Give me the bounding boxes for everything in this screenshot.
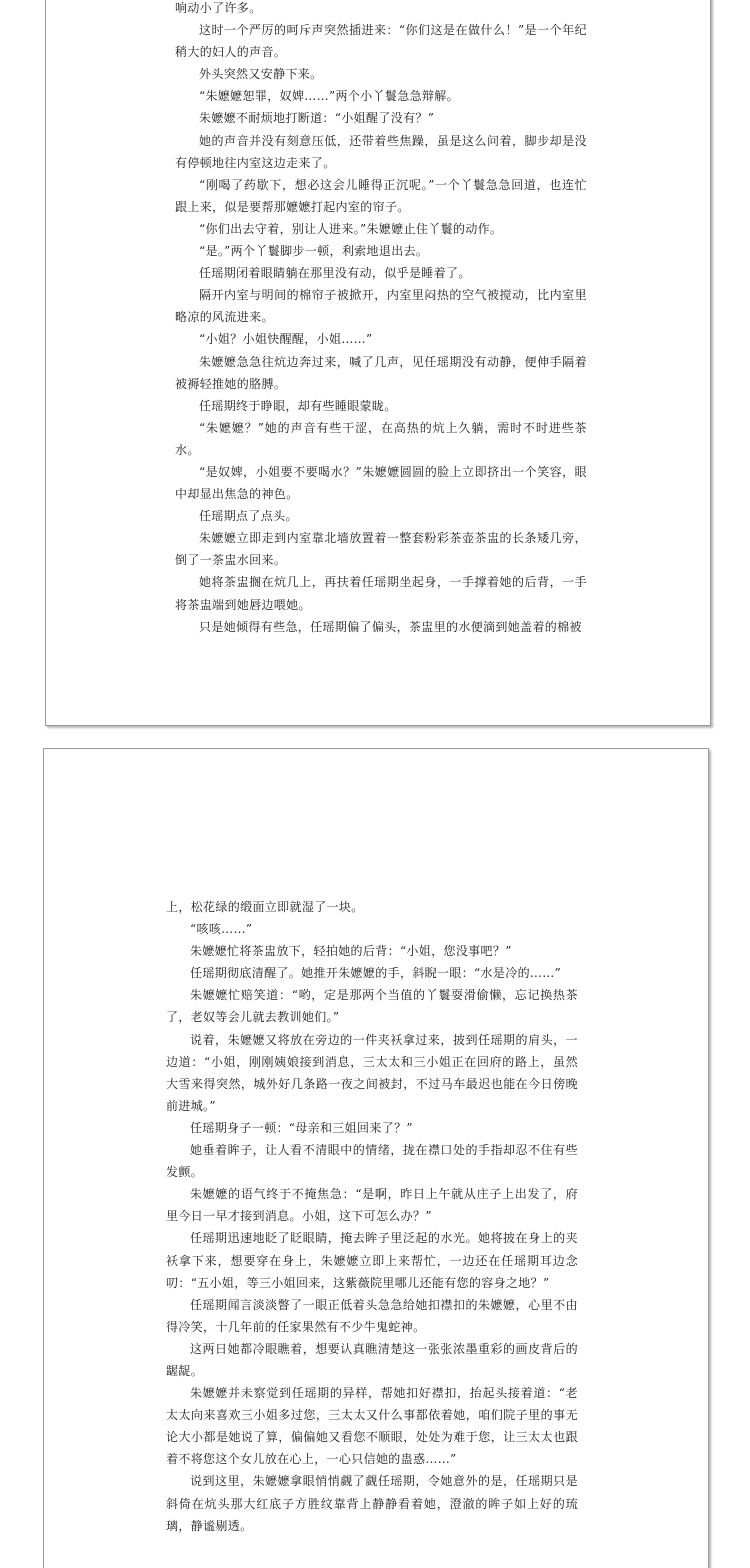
paragraph: 这两日她都冷眼瞧着，想要认真瞧清楚这一张张浓墨重彩的画皮背后的龌龊。: [166, 1341, 578, 1378]
paragraph: 朱嬷嬷不耐烦地打断道：“小姐醒了没有？”: [199, 111, 435, 126]
paragraph: “咳咳……”: [190, 922, 253, 937]
paragraph: 朱嬷嬷立即走到内室靠北墙放置着一整套粉彩茶壶茶盅的长条矮几旁，倒了一茶盅水回来。: [175, 531, 587, 568]
paragraph: 她将茶盅搁在炕几上，再扶着任瑶期坐起身，一手撑着她的后背，一手将茶盅端到她唇边喂她。: [175, 575, 587, 612]
paragraph: 响动小了许多。: [175, 1, 262, 15]
paragraph: 这时一个严厉的呵斥声突然插进来：“你们这是在做什么！”是一个年纪稍大的妇人的声音。: [175, 23, 587, 60]
paragraph: “小姐？小姐快醒醒，小姐……”: [199, 332, 373, 347]
paragraph: 任瑶期终于睁眼，却有些睡眼蒙眬。: [199, 398, 397, 413]
book-page-1: [45, 0, 711, 726]
paragraph: 任瑶期闭着眼睛躺在那里没有动，似乎是睡着了。: [199, 266, 471, 281]
paragraph: 隔开内室与明间的棉帘子被掀开，内室里闷热的空气被搅动，比内室里略凉的风流进来。: [175, 288, 587, 325]
paragraph: 说着，朱嬷嬷又将放在旁边的一件夹袄拿过来，披到任瑶期的肩头，一边道：“小姐，刚刚姨娘接到消息，三太太和三小姐正在回府的路上，虽然大雪来得突然，城外好几条路一夜之间被封，不过马车最迟也能在今日傍晚前进城。”: [166, 1032, 578, 1113]
paragraph: 她的声音并没有刻意压低，还带着些焦躁，虽是这么问着，脚步却是没有停顿地往内室这边走来了。: [175, 133, 587, 170]
paragraph: “是奴婢，小姐要不要喝水？”朱嬷嬷圆圆的脸上立即挤出一个笑容，眼中却显出焦急的神色。: [175, 464, 587, 502]
paragraph: “刚喝了药歇下，想必这会儿睡得正沉呢。”一个丫鬟急急回道，也连忙跟上来，似是要帮那嬷嬷打起内室的帘子。: [175, 177, 587, 214]
paragraph: 任瑶期闻言淡淡瞥了一眼正低着头急急给她扣襟扣的朱嬷嬷，心里不由得冷笑，十几年前的任家果然有不少牛鬼蛇神。: [166, 1297, 578, 1334]
paragraph: “你们出去守着，别让人进来。”朱嬷嬷止住丫鬟的动作。: [199, 221, 503, 236]
paragraph: 只是她倾得有些急，任瑶期偏了偏头，茶盅里的水便滴到她盖着的棉被: [199, 619, 582, 634]
paragraph: 她垂着眸子，让人看不清眼中的情绪，拢在襟口处的手指却忍不住有些发颤。: [166, 1143, 578, 1180]
paragraph: 任瑶期迅速地眨了眨眼睛，掩去眸子里泛起的水光。她将披在身上的夹袄拿下来，想要穿在身上，朱嬷嬷立即上来帮忙，一边还在任瑶期耳边念叨：“五小姐，等三小姐回来，这紫薇院里哪儿还能有您的容身之地？”: [166, 1231, 578, 1290]
page-2-text: [166, 896, 578, 1537]
book-page-2: [43, 748, 709, 1568]
paragraph: 朱嬷嬷忙将茶盅放下，轻拍她的后背：“小姐，您没事吧？”: [190, 944, 512, 959]
page-1-text: [175, 0, 587, 638]
paragraph: 任瑶期身子一顿：“母亲和三姐回来了？”: [190, 1120, 413, 1135]
paragraph: 外头突然又安静下来。: [199, 67, 323, 82]
paragraph: “朱嬷嬷？”她的声音有些干涩，在高热的炕上久躺，需时不时进些茶水。: [175, 420, 587, 457]
paragraph: 朱嬷嬷忙赔笑道：“哟，定是那两个当值的丫鬟耍滑偷懒，忘记换热茶了，老奴等会儿就去教训她们。”: [166, 988, 578, 1025]
paragraph: 朱嬷嬷并未察觉到任瑶期的异样，帮她扣好襟扣，抬起头接着道：“老太太向来喜欢三小姐多过您，三太太又什么事都依着她，咱们院子里的事无论大小都是她说了算，偏偏她又看您不顺眼，处处为难于您，让三太太也跟着不将您这个女儿放在心上，一心只信她的蛊惑……”: [166, 1386, 578, 1467]
paragraph: 任瑶期点了点头。: [199, 509, 298, 524]
paragraph: 任瑶期彻底清醒了。她推开朱嬷嬷的手，斜睨一眼：“水是冷的……”: [190, 966, 562, 981]
paragraph: 朱嬷嬷急急往炕边奔过来，喊了几声，见任瑶期没有动静，便伸手隔着被褥轻推她的胳膊。: [175, 354, 587, 391]
paragraph: “是。”两个丫鬟脚步一顿，利索地退出去。: [199, 244, 429, 259]
paragraph: “朱嬷嬷恕罪，奴婢……”两个小丫鬟急急辩解。: [199, 89, 459, 104]
paragraph: 上，松花绿的缎面立即就湿了一块。: [166, 900, 364, 914]
paragraph: 说到这里，朱嬷嬷拿眼悄悄觑了觑任瑶期，令她意外的是，任瑶期只是斜倚在炕头那大红底子方胜纹靠背上静静看着她，澄澈的眸子如上好的琉璃，静谧剔透。: [166, 1474, 578, 1533]
paragraph: 朱嬷嬷的语气终于不掩焦急：“是啊，昨日上午就从庄子上出发了，府里今日一早才接到消息。小姐，这下可怎么办？”: [166, 1187, 578, 1224]
